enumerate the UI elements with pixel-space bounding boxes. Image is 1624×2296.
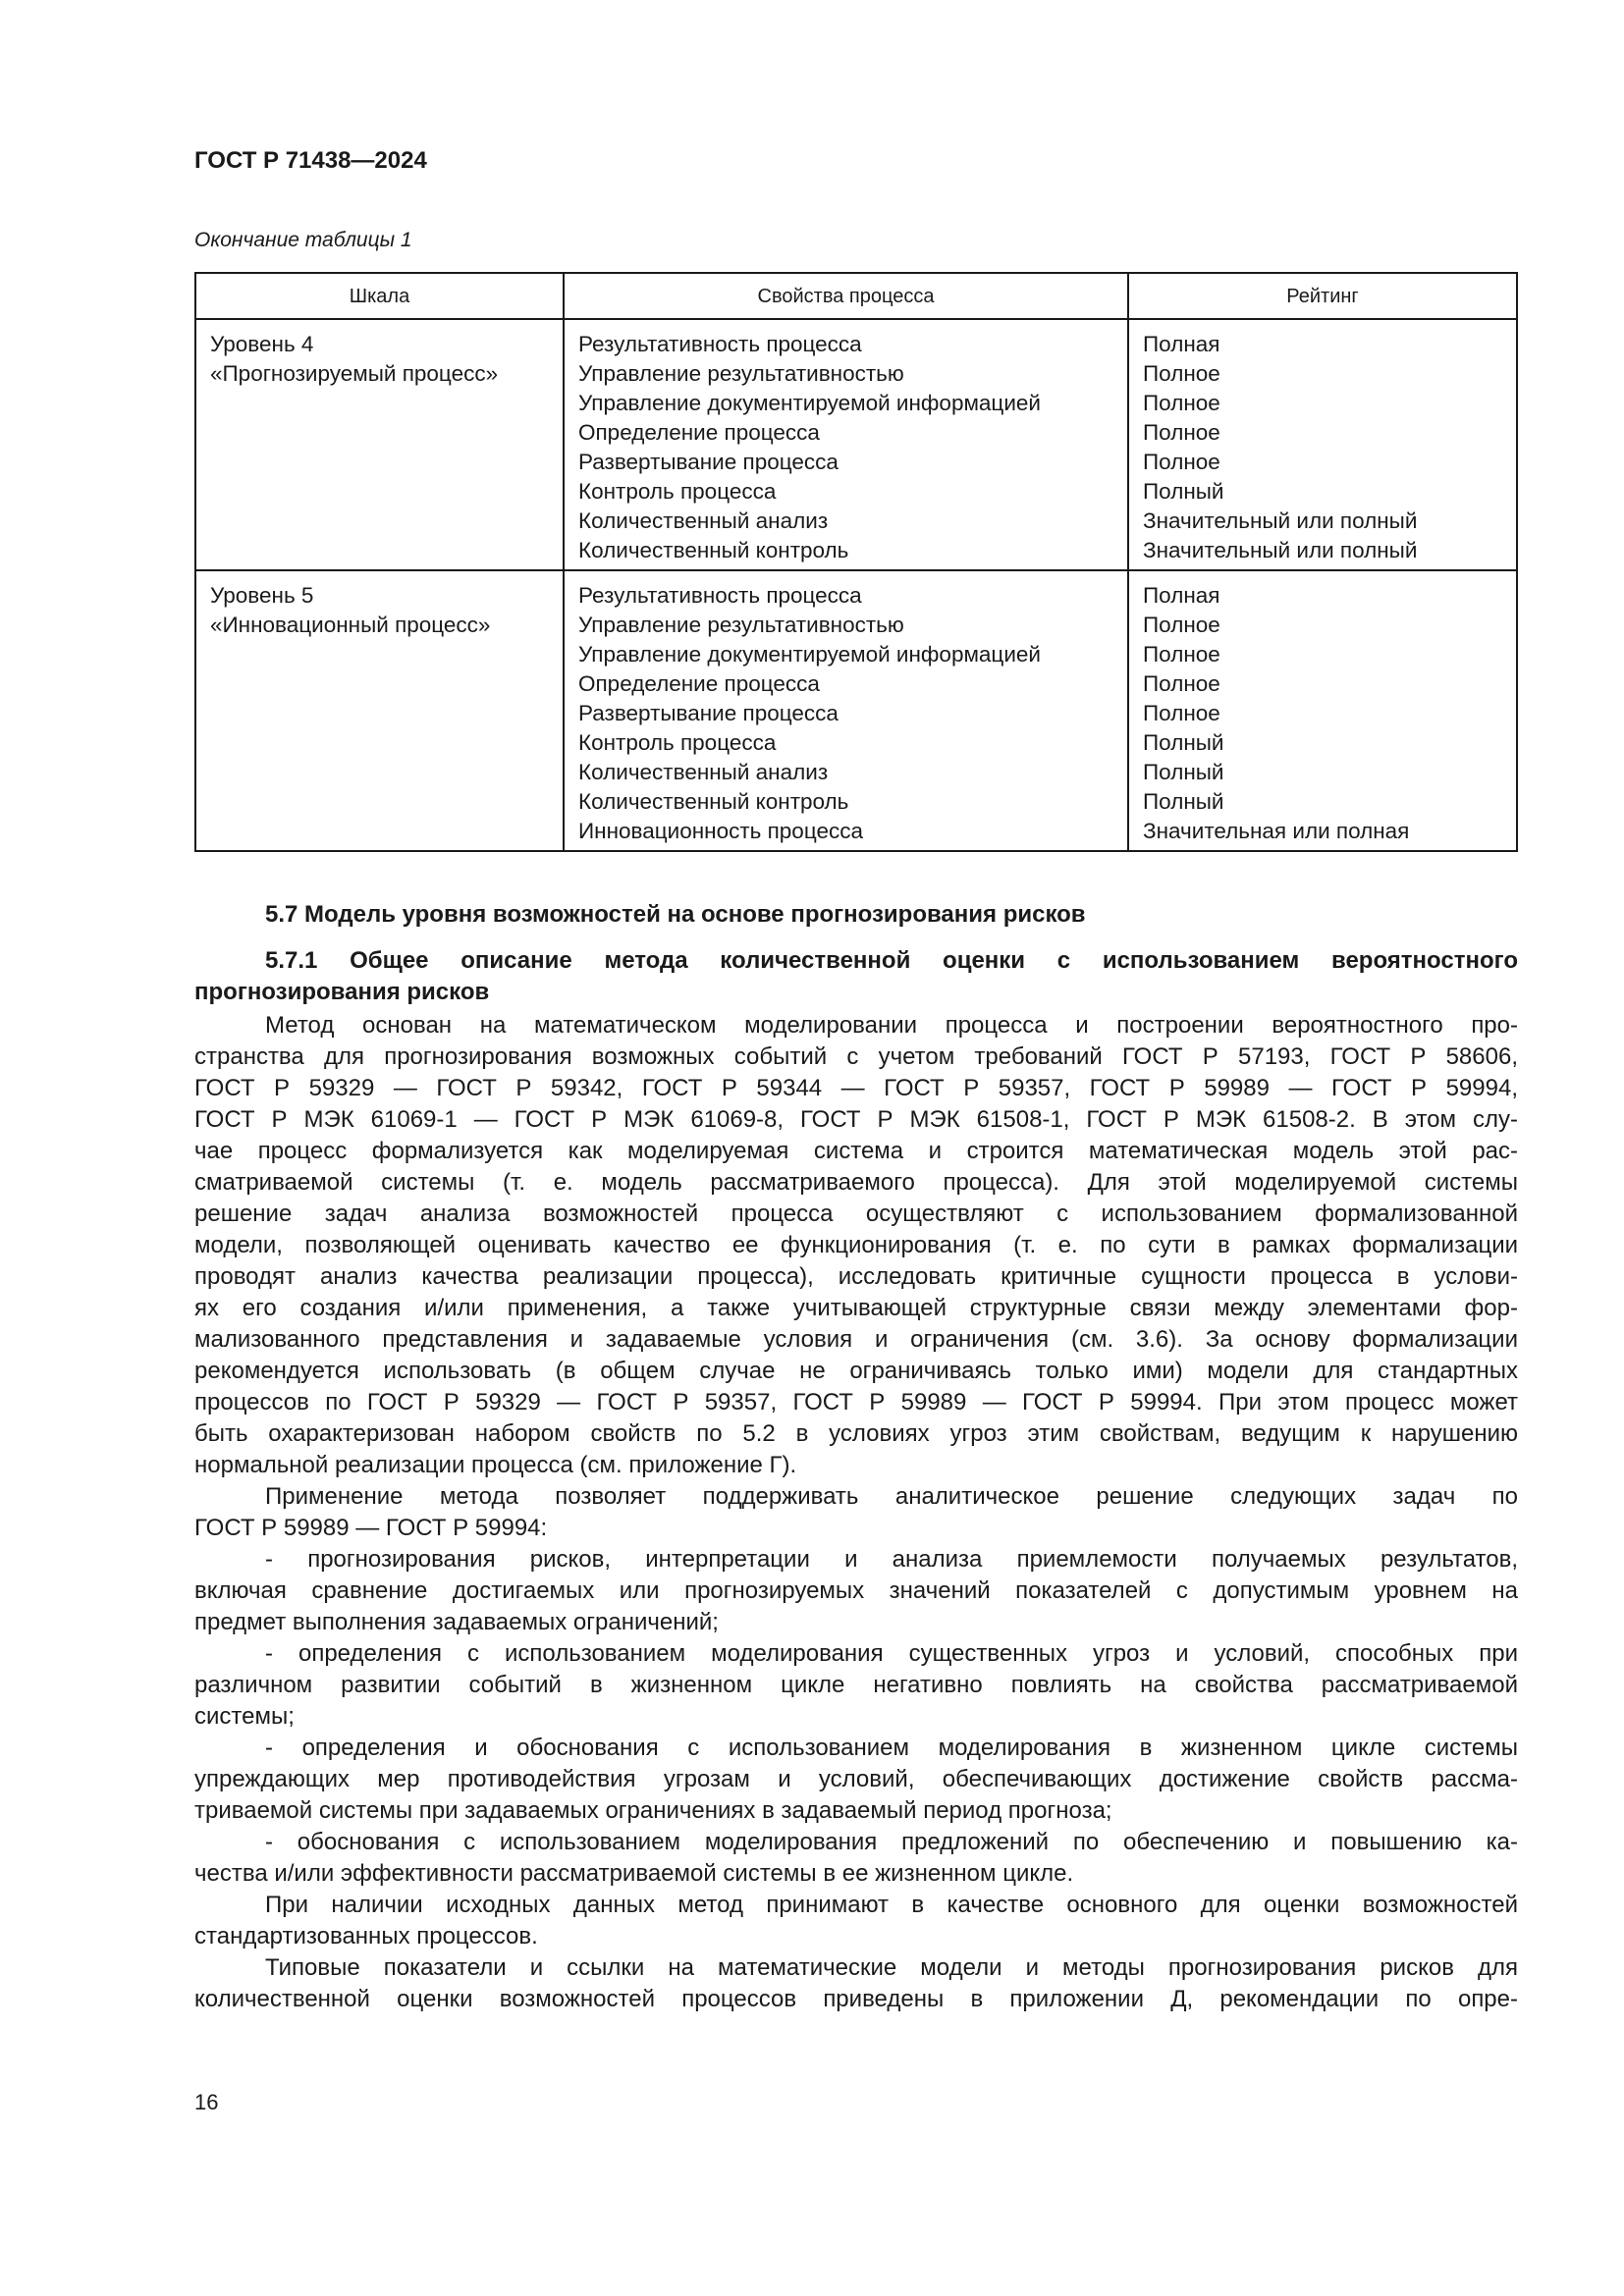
property-item: Количественный контроль [578, 789, 849, 814]
property-item: Определение процесса [578, 671, 820, 696]
text-line: ях его создания и/или применения, а также учитывающей структурные связи между элементами фор- [194, 1295, 1518, 1321]
text-line: включая сравнение достигаемых или прогнозируемых значений показателей с допустимым уровнем на [194, 1577, 1518, 1604]
list-item: - определения с использованием моделирования существенных угроз и условий, способных при [265, 1640, 1518, 1667]
text-line: рекомендуется использовать (в общем случае не ограничиваясь только ими) модели для стандартных [194, 1358, 1518, 1384]
scale-cell [195, 570, 564, 851]
rating-item: Полное [1143, 450, 1220, 474]
list-item: - определения и обоснования с использованием моделирования в жизненном цикле системы [265, 1735, 1518, 1761]
text-line: быть охарактеризован набором свойств по 5.2 в условиях угроз этим свойствам, ведущим к нарушению [194, 1420, 1518, 1447]
subsection-title: 5.7.1 Общее описание метода количественной оценки с использованием вероятностного прогнозирования рисков [194, 947, 1518, 1005]
properties-cell [564, 319, 1128, 570]
rating-item: Полное [1143, 701, 1220, 725]
property-item: Количественный анализ [578, 508, 829, 533]
column-header-properties: Свойства процесса [564, 273, 1128, 319]
property-item: Управление результативностью [578, 361, 904, 386]
rating-item: Полная [1143, 583, 1220, 608]
property-item: Управление документируемой информацией [578, 391, 1041, 415]
property-item: Управление результативностью [578, 613, 904, 637]
property-item: Развертывание процесса [578, 701, 839, 725]
text-line: стандартизованных процессов. [194, 1923, 538, 1949]
rating-item: Полный [1143, 479, 1224, 504]
rating-item: Полное [1143, 671, 1220, 696]
rating-item: Полное [1143, 613, 1220, 637]
scale-level: Уровень 5 [210, 583, 314, 608]
text-line: количественной оценки возможностей процессов приведены в приложении Д, рекомендации по опре- [194, 1986, 1518, 2012]
property-item: Определение процесса [578, 420, 820, 445]
rating-item: Значительная или полная [1143, 819, 1410, 843]
property-item: Управление документируемой информацией [578, 642, 1041, 667]
rating-item: Значительный или полный [1143, 538, 1418, 562]
text-line: Метод основан на математическом моделировании процесса и построении вероятностного про- [265, 1012, 1518, 1039]
page-number: 16 [194, 2090, 219, 2114]
text-line: ГОСТ Р МЭК 61069-1 — ГОСТ Р МЭК 61069-8, ГОСТ Р МЭК 61508-1, ГОСТ Р МЭК 61508-2. В этом слу- [194, 1106, 1518, 1133]
text-line: упреждающих мер противодействия угрозам и условий, обеспечивающих достижение свойств рассма- [194, 1766, 1518, 1792]
table-caption: Окончание таблицы 1 [194, 229, 412, 251]
property-item: Количественный анализ [578, 760, 829, 784]
text-line: При наличии исходных данных метод принимают в качестве основного для оценки возможностей [265, 1892, 1518, 1918]
text-line: мализованного представления и задаваемые условия и ограничения (см. 3.6). За основу формализации [194, 1326, 1518, 1353]
text-line: ГОСТ Р 59989 — ГОСТ Р 59994: [194, 1515, 548, 1541]
text-line: чества и/или эффективности рассматриваемой системы в ее жизненном цикле. [194, 1860, 1074, 1887]
text-line: проводят анализ качества реализации процесса), исследовать критичные сущности процесса в услови- [194, 1263, 1518, 1290]
table-row [195, 319, 1517, 570]
capability-table [194, 272, 1518, 852]
text-line: предмет выполнения задаваемых ограничений; [194, 1609, 719, 1635]
rating-item: Значительный или полный [1143, 508, 1418, 533]
property-item: Инновационность процесса [578, 819, 863, 843]
property-item: Результативность процесса [578, 583, 862, 608]
rating-item: Полный [1143, 760, 1224, 784]
text-line: процессов по ГОСТ Р 59329 — ГОСТ Р 59357, ГОСТ Р 59989 — ГОСТ Р 59994. При этом процесс может [194, 1389, 1518, 1415]
list-item: - обоснования с использованием моделирования предложений по обеспечению и повышению ка- [265, 1829, 1518, 1855]
column-header-rating: Рейтинг [1128, 273, 1517, 319]
text-line: чае процесс формализуется как моделируемая система и строится математическая модель этой рас- [194, 1138, 1518, 1164]
text-line: Типовые показатели и ссылки на математические модели и методы прогнозирования рисков для [265, 1954, 1518, 1981]
text-line: различном развитии событий в жизненном цикле негативно повлиять на свойства рассматриваемой [194, 1672, 1518, 1698]
scale-level-name: «Прогнозируемый процесс» [210, 361, 499, 386]
document-header: ГОСТ Р 71438—2024 [194, 147, 427, 174]
text-line: ГОСТ Р 59329 — ГОСТ Р 59342, ГОСТ Р 59344 — ГОСТ Р 59357, ГОСТ Р 59989 — ГОСТ Р 59994, [194, 1075, 1518, 1101]
scale-level: Уровень 4 [210, 332, 314, 356]
rating-item: Полное [1143, 420, 1220, 445]
rating-item: Полное [1143, 642, 1220, 667]
property-item: Контроль процесса [578, 730, 777, 755]
table-header-row [195, 273, 1517, 319]
rating-item: Полное [1143, 361, 1220, 386]
body-text [194, 1010, 1518, 2015]
text-line: решение задач анализа возможностей процесса осуществляют с использованием формализованной [194, 1201, 1518, 1227]
text-line: триваемой системы при задаваемых ограничениях в задаваемый период прогноза; [194, 1797, 1112, 1824]
text-line: нормальной реализации процесса (см. приложение Г). [194, 1452, 797, 1478]
rating-item: Полный [1143, 730, 1224, 755]
text-line: странства для прогнозирования возможных событий с учетом требований ГОСТ Р 57193, ГОСТ Р 58606, [194, 1043, 1518, 1070]
text-line: системы; [194, 1703, 295, 1730]
rating-cell [1128, 319, 1517, 570]
scale-cell [195, 319, 564, 570]
column-header-scale: Шкала [195, 273, 564, 319]
scale-level-name: «Инновационный процесс» [210, 613, 491, 637]
table-row [195, 570, 1517, 851]
property-item: Результативность процесса [578, 332, 862, 356]
text-line: сматриваемой системы (т. е. модель рассматриваемого процесса). Для этой моделируемой системы [194, 1169, 1518, 1196]
property-item: Количественный контроль [578, 538, 849, 562]
rating-item: Полная [1143, 332, 1220, 356]
list-item: - прогнозирования рисков, интерпретации и анализа приемлемости получаемых результатов, [265, 1546, 1518, 1573]
property-item: Контроль процесса [578, 479, 777, 504]
text-line: Применение метода позволяет поддерживать аналитическое решение следующих задач по [265, 1483, 1518, 1510]
rating-item: Полное [1143, 391, 1220, 415]
text-line: модели, позволяющей оценивать качество ее функционирования (т. е. по сути в рамках формализации [194, 1232, 1518, 1258]
property-item: Развертывание процесса [578, 450, 839, 474]
properties-cell [564, 570, 1128, 851]
rating-cell [1128, 570, 1517, 851]
rating-item: Полный [1143, 789, 1224, 814]
section-title: 5.7 Модель уровня возможностей на основе прогнозирования рисков [265, 901, 1086, 928]
